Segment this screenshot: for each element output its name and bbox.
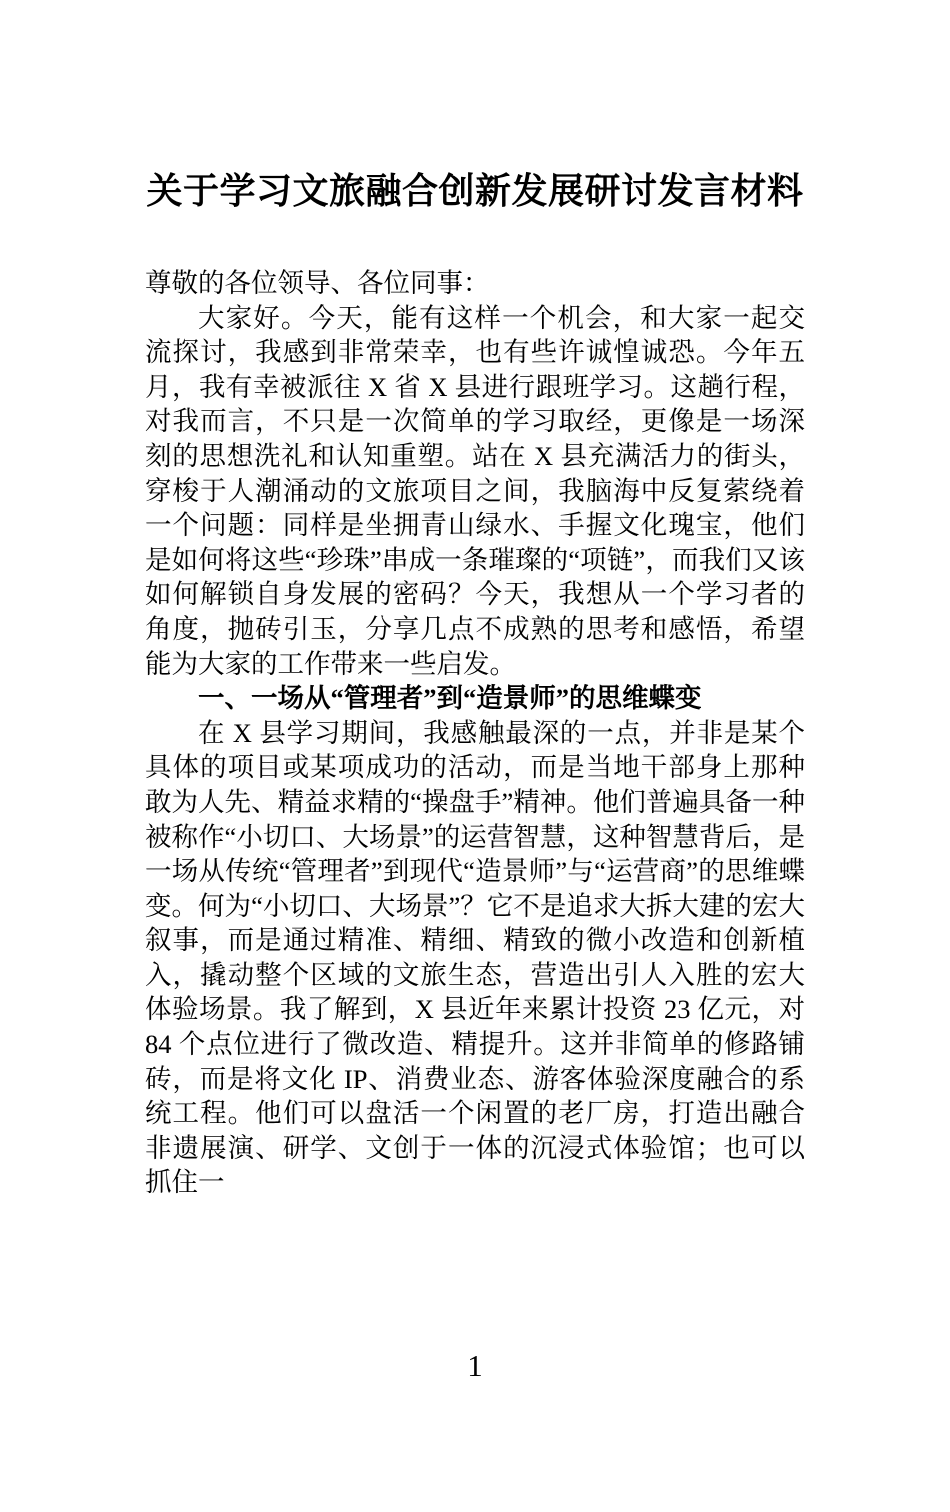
section-heading: 一、一场从“管理者”到“造景师”的思维蝶变	[198, 683, 702, 714]
page-number: 1	[467, 1348, 483, 1383]
document-title: 关于学习文旅融合创新发展研讨发言材料	[146, 170, 804, 211]
paragraph-greeting: 尊敬的各位领导、各位同事：	[145, 268, 490, 298]
paragraph-body: 在 X 县学习期间，我感触最深的一点，并非是某个具体的项目或某项成功的活动，而是当地干部身上那种敢为人先、精益求精的“操盘手”精神。他们普遍具备一种被称作“小切口、大场景”的运营智慧，这种智慧背后，是一场从传统“管理者”到现代“造景师”与“运营商”的思维蝶变。何为“小切口、大场景”？它不是追求大拆大建的宏大叙事，而是通过精准、精细、精致的微小改造和创新植入，撬动整个区域的文旅生态，营造出引人入胜的宏大体验场景。我了解到，X 县近年来累计投资 23 亿元，对 84 个点位进行了微改造、精提升。这并非简单的修路铺砖，而是将文化 IP、消费业态、游客体验深度融合的系统工程。他们可以盘活一个闲置的老厂房，打造出融合非遗展演、研学、文创于一体的沉浸式体验馆；也可以抓住一	[145, 717, 805, 1198]
document-page	[0, 168, 950, 1512]
paragraph-body: 大家好。今天，能有这样一个机会，和大家一起交流探讨，我感到非常荣幸，也有些许诚惶诚恐。今年五月，我有幸被派往 X 省 X 县进行跟班学习。这趟行程，对我而言，不只是一次简单的学习取经，更像是一场深刻的思想洗礼和认知重塑。站在 X 县充满活力的街头，穿梭于人潮涌动的文旅项目之间，我脑海中反复萦绕着一个问题：同样是坐拥青山绿水、手握文化瑰宝，他们是如何将这些“珍珠”串成一条璀璨的“项链”，而我们又该如何解锁自身发展的密码？今天，我想从一个学习者的角度，抛砖引玉，分享几点不成熟的思考和感悟，希望能为大家的工作带来一些启发。	[145, 302, 805, 679]
